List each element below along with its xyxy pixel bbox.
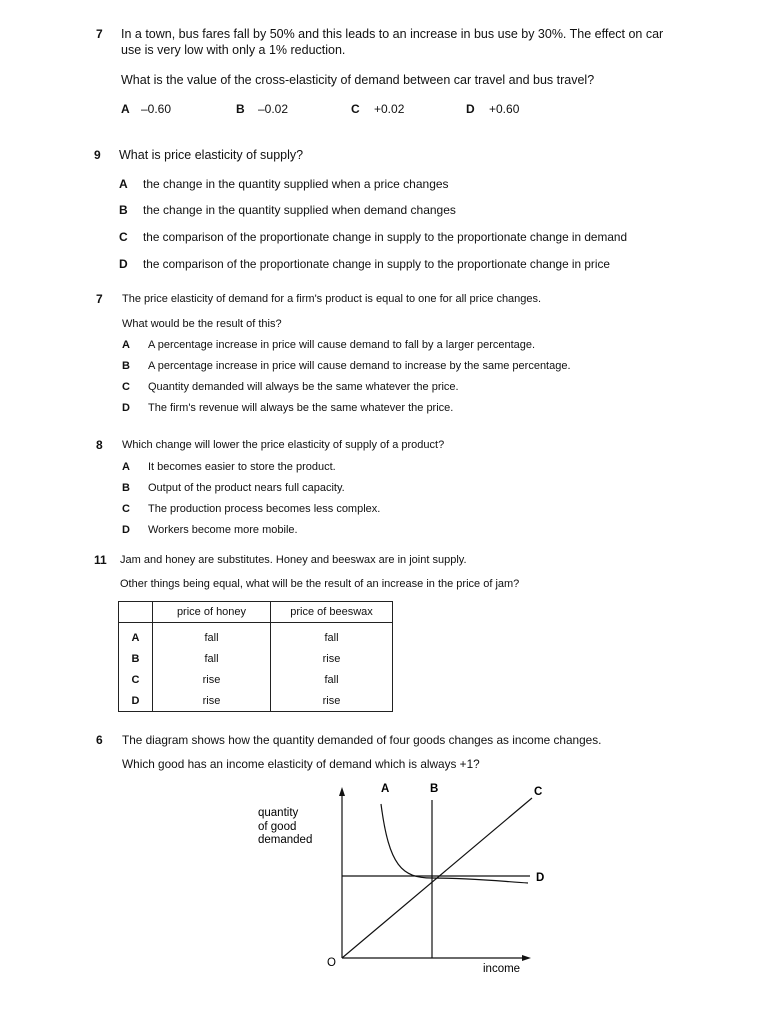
option-letter: C bbox=[122, 503, 130, 515]
table-cell: fall bbox=[271, 623, 393, 649]
y-axis-label-line: of good bbox=[258, 821, 297, 833]
option-letter: D bbox=[119, 257, 128, 271]
x-axis-arrow-icon bbox=[522, 955, 531, 961]
option-letter: B bbox=[122, 482, 130, 494]
question-stem: The price elasticity of demand for a firm's product is equal to one for all price changes. bbox=[122, 293, 542, 305]
option-letter: B bbox=[119, 203, 128, 217]
row-letter: D bbox=[119, 690, 153, 712]
question-number: 7 bbox=[96, 292, 103, 306]
option-text: Quantity demanded will always be the same whatever the price. bbox=[148, 381, 459, 393]
option-text: the change in the quantity supplied when a price changes bbox=[143, 177, 449, 191]
question-stem: Jam and honey are substitutes. Honey and beeswax are in joint supply. bbox=[120, 554, 467, 566]
option-letter: D bbox=[466, 102, 475, 116]
option-text: The firm's revenue will always be the same whatever the price. bbox=[148, 402, 454, 414]
row-letter: B bbox=[119, 648, 153, 669]
option-text: It becomes easier to store the product. bbox=[148, 461, 336, 473]
curve-label-d: D bbox=[536, 872, 545, 884]
option-text: the change in the quantity supplied when demand changes bbox=[143, 203, 456, 217]
y-axis-arrow-icon bbox=[339, 787, 345, 796]
option-letter: A bbox=[121, 102, 130, 116]
curve-label-b: B bbox=[430, 783, 439, 795]
table-cell: fall bbox=[153, 648, 271, 669]
option-letter: B bbox=[122, 360, 130, 372]
option-text: A percentage increase in price will cause demand to increase by the same percentage. bbox=[148, 360, 571, 372]
option-letter: D bbox=[122, 524, 130, 536]
curve-label-c: C bbox=[534, 786, 543, 798]
option-letter: C bbox=[351, 102, 360, 116]
question-number: 8 bbox=[96, 438, 103, 452]
option-text: –0.60 bbox=[141, 102, 172, 116]
table-cell: rise bbox=[271, 648, 393, 669]
option-text: The production process becomes less complex. bbox=[148, 503, 381, 515]
option-letter: A bbox=[122, 339, 130, 351]
row-letter: A bbox=[119, 623, 153, 649]
table-cell: rise bbox=[271, 690, 393, 712]
row-letter: C bbox=[119, 669, 153, 690]
option-letter: D bbox=[122, 402, 130, 414]
table-cell: rise bbox=[153, 669, 271, 690]
question-stem: In a town, bus fares fall by 50% and this leads to an increase in bus use by 30%. The effect on car use is very low with only a 1% reduction. bbox=[121, 27, 664, 57]
question-prompt: Which good has an income elasticity of demand which is always +1? bbox=[122, 757, 480, 771]
table-header-beeswax: price of beeswax bbox=[271, 602, 393, 623]
option-text: A percentage increase in price will cause demand to fall by a larger percentage. bbox=[148, 339, 536, 351]
option-letter: B bbox=[236, 102, 245, 116]
question-prompt: Other things being equal, what will be the result of an increase in the price of jam? bbox=[120, 578, 520, 590]
table-cell: fall bbox=[271, 669, 393, 690]
question-prompt: What is the value of the cross-elasticity of demand between car travel and bus travel? bbox=[121, 73, 595, 87]
question-number: 7 bbox=[96, 27, 103, 41]
curve-c bbox=[342, 798, 532, 958]
table-cell: rise bbox=[153, 690, 271, 712]
question-number: 9 bbox=[94, 148, 101, 162]
option-text: –0.02 bbox=[258, 102, 289, 116]
option-letter: C bbox=[122, 381, 130, 393]
x-axis-label: income bbox=[483, 963, 521, 975]
y-axis-label-line: demanded bbox=[258, 834, 313, 846]
table-header-honey: price of honey bbox=[153, 602, 271, 623]
option-text: Workers become more mobile. bbox=[148, 524, 298, 536]
origin-label: O bbox=[327, 957, 336, 969]
table-cell: fall bbox=[153, 623, 271, 649]
question-stem: Which change will lower the price elasticity of supply of a product? bbox=[122, 439, 445, 451]
curve-label-a: A bbox=[381, 783, 390, 795]
option-letter: C bbox=[119, 230, 128, 244]
option-letter: A bbox=[119, 177, 128, 191]
option-text: the comparison of the proportionate change in supply to the proportionate change in price bbox=[143, 257, 610, 271]
option-text: the comparison of the proportionate change in supply to the proportionate change in demand bbox=[143, 230, 628, 244]
question-stem: What is price elasticity of supply? bbox=[119, 148, 304, 162]
question-prompt: What would be the result of this? bbox=[122, 318, 282, 330]
option-letter: A bbox=[122, 461, 130, 473]
y-axis-label-line: quantity bbox=[258, 807, 299, 819]
option-text: +0.60 bbox=[489, 102, 520, 116]
question-stem: The diagram shows how the quantity demanded of four goods changes as income changes. bbox=[122, 733, 602, 747]
question-number: 11 bbox=[94, 553, 107, 567]
curve-a bbox=[381, 804, 528, 883]
option-text: Output of the product nears full capacity. bbox=[148, 482, 345, 494]
question-number: 6 bbox=[96, 733, 103, 747]
option-text: +0.02 bbox=[374, 102, 405, 116]
